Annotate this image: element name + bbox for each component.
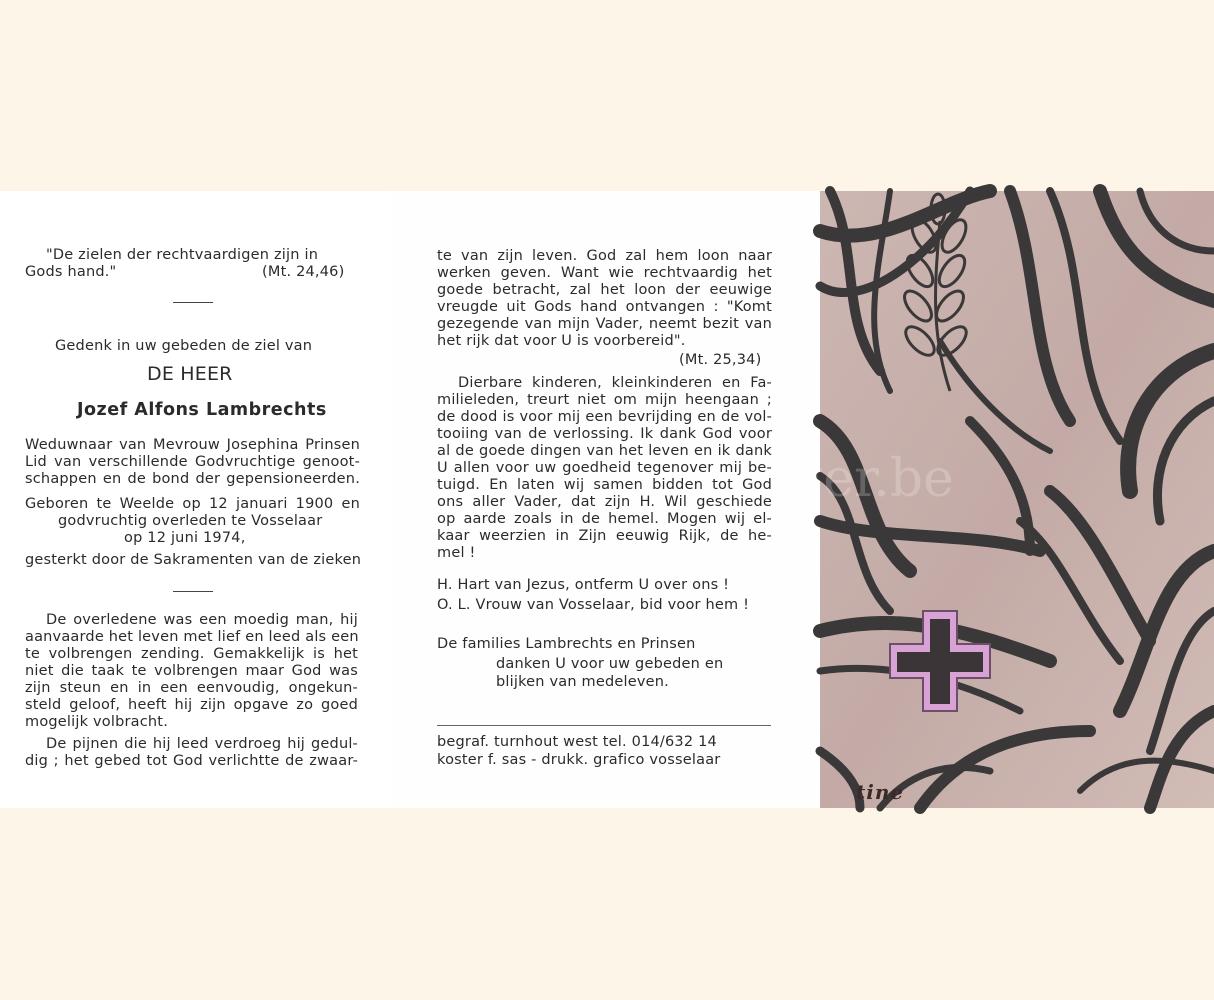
deceased-name: Jozef Alfons Lambrechts — [77, 400, 327, 420]
text-line: het rijk dat voor U is voorbereid". — [437, 333, 686, 349]
opening-quote-line1: "De zielen der rechtvaardigen zijn in — [46, 247, 319, 263]
thanks-line: blijken van medeleven. — [496, 674, 669, 690]
artwork-panel — [790, 191, 1214, 808]
text-line: tuigd. En laten wij samen bidden tot God — [437, 477, 772, 493]
text-line: werken geven. Want wie rechtvaardig het — [437, 265, 772, 281]
bio-line: schappen en de bond der gepensioneerden. — [25, 471, 360, 487]
opening-quote-line2: Gods hand." — [25, 264, 117, 280]
bio-line: godvruchtig overleden te Vosselaar — [58, 513, 323, 529]
body-line: te volbrengen zending. Gemakkelijk is het — [25, 646, 358, 662]
text-line: milieleden, treurt niet om mijn heengaan ; — [437, 392, 772, 408]
text-line: tooiing van de verlossing. Ik dank God voor — [437, 426, 772, 442]
printer-footer-line: koster f. sas - drukk. grafico vosselaar — [437, 752, 721, 768]
body-line: dig ; het gebed tot God verlichtte de zwaar- — [25, 753, 358, 769]
body-line: De overledene was een moedig man, hij — [46, 612, 358, 628]
body-line: De pijnen die hij leed verdroeg hij gedul- — [46, 736, 358, 752]
body-line: steld geloof, heeft hij zijn opgave zo goed — [25, 697, 358, 713]
prayer-line: H. Hart van Jezus, ontferm U over ons ! — [437, 577, 730, 593]
middle-panel — [390, 191, 820, 808]
body-line: aanvaarde het leven met lief en leed als een — [25, 629, 359, 645]
printer-footer-line: begraf. turnhout west tel. 014/632 14 — [437, 734, 717, 750]
bio-line: Geboren te Weelde op 12 januari 1900 en — [25, 496, 360, 512]
body-line: mogelijk volbracht. — [25, 714, 169, 730]
honorific-title: DE HEER — [147, 363, 233, 385]
text-line: de dood is voor mij een bevrijding en de vol- — [437, 409, 772, 425]
artist-signature: tine — [856, 780, 905, 804]
text-line: op aarde zoals in de hemel. Mogen wij el- — [437, 511, 772, 527]
body-line: zijn steun en in een eenvoudig, ongekun- — [25, 680, 358, 696]
body-line: niet die taak te volbrengen maar God was — [25, 663, 358, 679]
text-line: te van zijn leven. God zal hem loon naar — [437, 248, 772, 264]
left-panel — [0, 191, 390, 808]
families-line: De families Lambrechts en Prinsen — [437, 636, 696, 652]
bio-line: gesterkt door de Sakramenten van de zieken — [25, 552, 362, 568]
watermark: ger.be — [790, 449, 954, 509]
text-line: Dierbare kinderen, kleinkinderen en Fa- — [458, 375, 772, 391]
footer-divider — [437, 725, 771, 726]
thanks-line: danken U voor uw gebeden en — [496, 656, 724, 672]
text-line: ons aller Vader, dat zijn H. Wil geschiede — [437, 494, 772, 510]
prayer-line: O. L. Vrouw van Vosselaar, bid voor hem ! — [437, 597, 750, 613]
text-line: mel ! — [437, 545, 476, 561]
bio-line: op 12 juni 1974, — [124, 530, 246, 546]
text-line: kaar weerzien in Zijn eeuwig Rijk, de he- — [437, 528, 772, 544]
text-line: vreugde uit Gods hand ontvangen : "Komt — [437, 299, 772, 315]
bio-line: Weduwnaar van Mevrouw Josephina Prinsen — [25, 437, 360, 453]
scripture-reference: (Mt. 25,34) — [679, 352, 762, 368]
divider — [173, 591, 213, 592]
opening-quote-reference: (Mt. 24,46) — [262, 264, 345, 280]
divider — [173, 302, 213, 303]
remember-line: Gedenk in uw gebeden de ziel van — [55, 338, 313, 354]
text-line: goede betracht, zal het loon der eeuwige — [437, 282, 772, 298]
text-line: al de goede dingen van het leven en ik dank — [437, 443, 772, 459]
memorial-card — [0, 191, 1214, 808]
text-line: U allen voor uw goedheid tegenover mij be- — [437, 460, 772, 476]
bio-line: Lid van verschillende Godvruchtige genoot- — [25, 454, 360, 470]
text-line: gezegende van mijn Vader, neemt bezit van — [437, 316, 772, 332]
